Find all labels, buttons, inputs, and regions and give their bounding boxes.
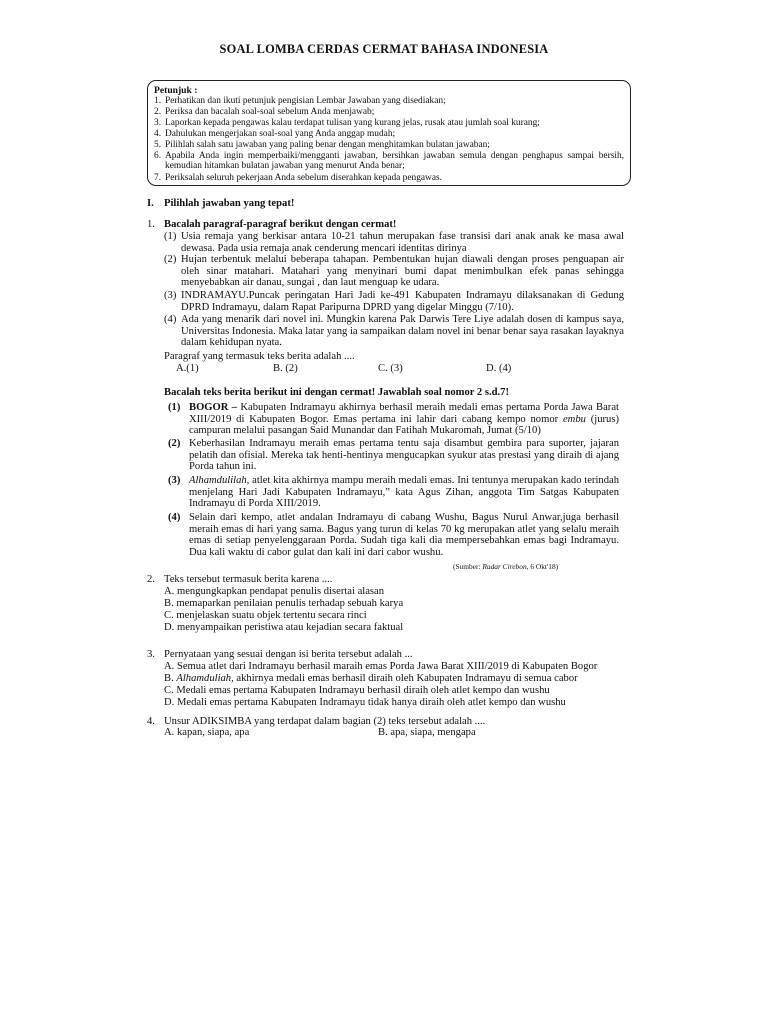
answer-option[interactable]: D. Medali emas pertama Kabupaten Indramayu tidak hanya diraih oleh atlet kempo dan wushu: [164, 697, 566, 708]
answer-option[interactable]: D. (4): [486, 363, 512, 374]
instructions-heading: Petunjuk :: [154, 85, 198, 96]
instruction-item: 7. Periksalah seluruh pekerjaan Anda sebelum diserahkan kepada pengawas.: [154, 173, 442, 183]
q4-question: Unsur ADIKSIMBA yang terdapat dalam bagian (2) teks tersebut adalah ....: [164, 716, 486, 727]
q1-para-number: (4): [164, 314, 177, 325]
q1-para-number: (2): [164, 254, 177, 265]
news-para-number: (1): [168, 402, 181, 413]
instruction-item: 2. Periksa dan bacalah soal-soal sebelum Anda menjawab;: [154, 107, 375, 117]
q3-number: 3.: [147, 649, 155, 660]
q1-paragraph: Usia remaja yang berkisar antara 10-21 tahun merupakan fase transisi dari anak anak ke masa awal dewasa. Pada usia remaja anak cenderung mencari identitas dirinya: [181, 231, 624, 254]
answer-option[interactable]: A. kapan, siapa, apa: [164, 727, 250, 738]
news-paragraph: Selain dari kempo, atlet andalan Indramayu di cabang Wushu, Bagus Nurul Anwar,juga berhasil meraih emas di hari yang sama. Bagus yang turun di kelas 70 kg merupakan atlet yang selalu meraih emas di setiap penyelenggaraan Porda. Sudah tiga kali dia mempersebahkan emas bagi Indramayu. Dua kali waktu di cabor gulat dan kali ini dari cabor wushu.: [189, 512, 619, 558]
instruction-item: 3. Laporkan kepada pengawas kalau terdapat tulisan yang kurang jelas, rusak atau jumlah soal kurang;: [154, 118, 540, 128]
q1-question: Paragraf yang termasuk teks berita adalah ....: [164, 351, 355, 362]
news-para-number: (2): [168, 438, 181, 449]
news-para-number: (4): [168, 512, 181, 523]
q3-question: Pernyataan yang sesuai dengan isi berita tersebut adalah ...: [164, 649, 413, 660]
news-source: (Sumber: Radar Cirebon, 6 Okt'18): [453, 562, 559, 571]
page-title: SOAL LOMBA CERDAS CERMAT BAHASA INDONESIA: [219, 42, 549, 56]
instruction-item: 6. Apabila Anda ingin memperbaiki/mengganti jawaban, bersihkan jawaban semula dengan penghapus sampai bersih, kemudian hitamkan bulatan jawaban yang menurut Anda benar;: [154, 151, 624, 172]
q2-question: Teks tersebut termasuk berita karena ....: [164, 574, 333, 585]
answer-option[interactable]: B. memaparkan penilaian penulis terhadap sebuah karya: [164, 598, 404, 609]
instructions-box: [147, 80, 631, 186]
news-paragraph: Keberhasilan Indramayu meraih emas pertama tentu saja disambut gembira para suporter, jajaran pelatih dan ofisial. Mereka tak henti-hentinya mengucapkan syukur atas prestasi yang diraih di ajang Porda tahun ini.: [189, 438, 619, 473]
answer-option[interactable]: C. (3): [378, 363, 403, 374]
answer-option[interactable]: C. Medali emas pertama Kabupaten Indramayu berhasil diraih oleh atlet kempo dan wushu: [164, 685, 550, 696]
answer-option[interactable]: B. Alhamduliah, akhirnya medali emas berhasil diraih oleh Kabupaten Indramayu di semua cabor: [164, 673, 578, 684]
q1-number: 1.: [147, 219, 155, 230]
q2-number: 2.: [147, 574, 155, 585]
answer-option[interactable]: A. mengungkapkan pendapat penulis disertai alasan: [164, 586, 385, 597]
news-instruction: Bacalah teks berita berikut ini dengan cermat! Jawablah soal nomor 2 s.d.7!: [164, 387, 509, 398]
section-heading: Pilihlah jawaban yang tepat!: [164, 198, 295, 209]
q1-paragraph: Ada yang menarik dari novel ini. Mungkin karena Pak Darwis Tere Liye adalah dosen di kampus saya, Universitas Indonesia. Maka latar yang ia sampaikan dalam novel ini benar benar saya rasakan layaknya dalam kehidupan nyata.: [181, 314, 624, 349]
q1-paragraph: INDRAMAYU.Puncak peringatan Hari Jadi ke-491 Kabupaten Indramayu dilaksanakan di Gedung DPRD Indramayu, dalam Rapat Paripurna DPRD yang digelar Minggu (7/10).: [181, 290, 624, 313]
news-paragraph: Alhamdulilah, atlet kita akhirnya mampu meraih medali emas. Ini tentunya merupakan kado terindah menjelang Hari Jadi Kabupaten Indramayu,” kata Agus Zihan, anggota Tim Satgas Kabupaten Indramayu di Porda XIII/2019.: [189, 475, 619, 510]
instruction-item: 4. Dahulukan mengerjakan soal-soal yang Anda anggap mudah;: [154, 129, 396, 139]
answer-option[interactable]: B. apa, siapa, mengapa: [378, 727, 476, 738]
answer-option[interactable]: A.(1): [176, 363, 199, 374]
answer-option[interactable]: D. menyampaikan peristiwa atau kejadian secara faktual: [164, 622, 404, 633]
news-paragraph: BOGOR – Kabupaten Indramayu akhirnya berhasil meraih medali emas pertama Porda Jawa Barat XIII/2019 di Kabupaten Bogor. Emas pertama ini lahir dari cabang kempo nomor embu (jurus) campuran melalui pasangan Said Munandar dan Fatihah Mukaromah, Jumat (5/10): [189, 402, 619, 437]
q1-paragraph: Hujan terbentuk melalui beberapa tahapan. Pembentukan hujan diawali dengan proses penguapan air oleh sinar matahari. Matahari yang menyinari bumi dapat menimbulkan efek panas sehingga menyebabkan air danau, sungai , dan laut menguap ke udara.: [181, 254, 624, 289]
q1-para-number: (3): [164, 290, 177, 301]
answer-option[interactable]: C. menjelaskan suatu objek tertentu secara rinci: [164, 610, 367, 621]
q1-para-number: (1): [164, 231, 177, 242]
section-number: I.: [147, 198, 154, 209]
instruction-item: 5. Pilihlah salah satu jawaban yang paling benar dengan menghitamkan bulatan jawaban;: [154, 140, 490, 150]
q4-number: 4.: [147, 716, 155, 727]
q1-instruction: Bacalah paragraf-paragraf berikut dengan cermat!: [164, 219, 397, 230]
answer-option[interactable]: B. (2): [273, 363, 298, 374]
answer-option[interactable]: A. Semua atlet dari Indramayu berhasil maraih emas Porda Jawa Barat XIII/2019 di Kabupaten Bogor: [164, 661, 598, 672]
instruction-item: 1. Perhatikan dan ikuti petunjuk pengisian Lembar Jawaban yang disediakan;: [154, 96, 446, 106]
news-para-number: (3): [168, 475, 181, 486]
